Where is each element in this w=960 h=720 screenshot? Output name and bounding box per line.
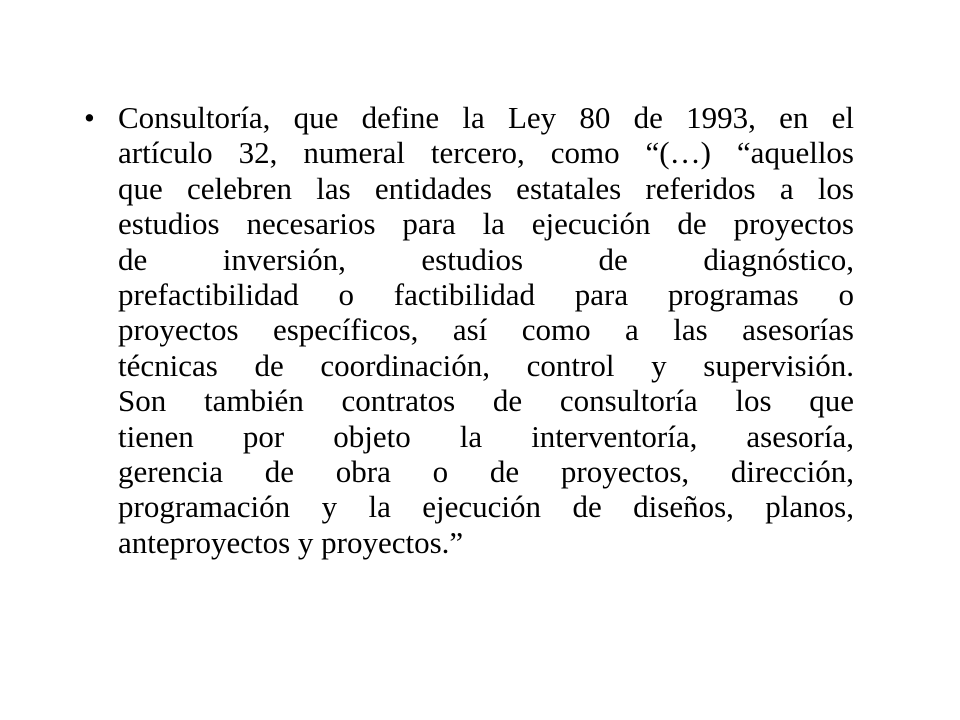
bullet-marker: • <box>84 100 95 135</box>
paragraph-line: programación y la ejecución de diseños, planos, <box>118 489 854 525</box>
paragraph-line: que celebren las entidades estatales referidos a los <box>118 170 854 206</box>
paragraph-line: Consultoría, que define la Ley 80 de 1993, en el <box>118 100 854 135</box>
paragraph-line: de inversión, estudios de diagnóstico, <box>118 241 854 277</box>
paragraph-line: artículo 32, numeral tercero, como “(…) “aquellos <box>118 135 854 171</box>
paragraph-line: proyectos específicos, así como a las asesorías <box>118 312 854 348</box>
paragraph-line: gerencia de obra o de proyectos, dirección, <box>118 454 854 490</box>
paragraph-line: anteproyectos y proyectos.” <box>118 524 464 560</box>
bullet-item <box>84 100 854 560</box>
paragraph-line: Son también contratos de consultoría los que <box>118 383 854 419</box>
bullet-list <box>84 100 854 560</box>
paragraph-line: estudios necesarios para la ejecución de proyectos <box>118 206 854 242</box>
paragraph-line: tienen por objeto la interventoría, asesoría, <box>118 418 854 454</box>
paragraph-line: prefactibilidad o factibilidad para programas o <box>118 277 854 313</box>
paragraph-line: técnicas de coordinación, control y supervisión. <box>118 347 854 383</box>
